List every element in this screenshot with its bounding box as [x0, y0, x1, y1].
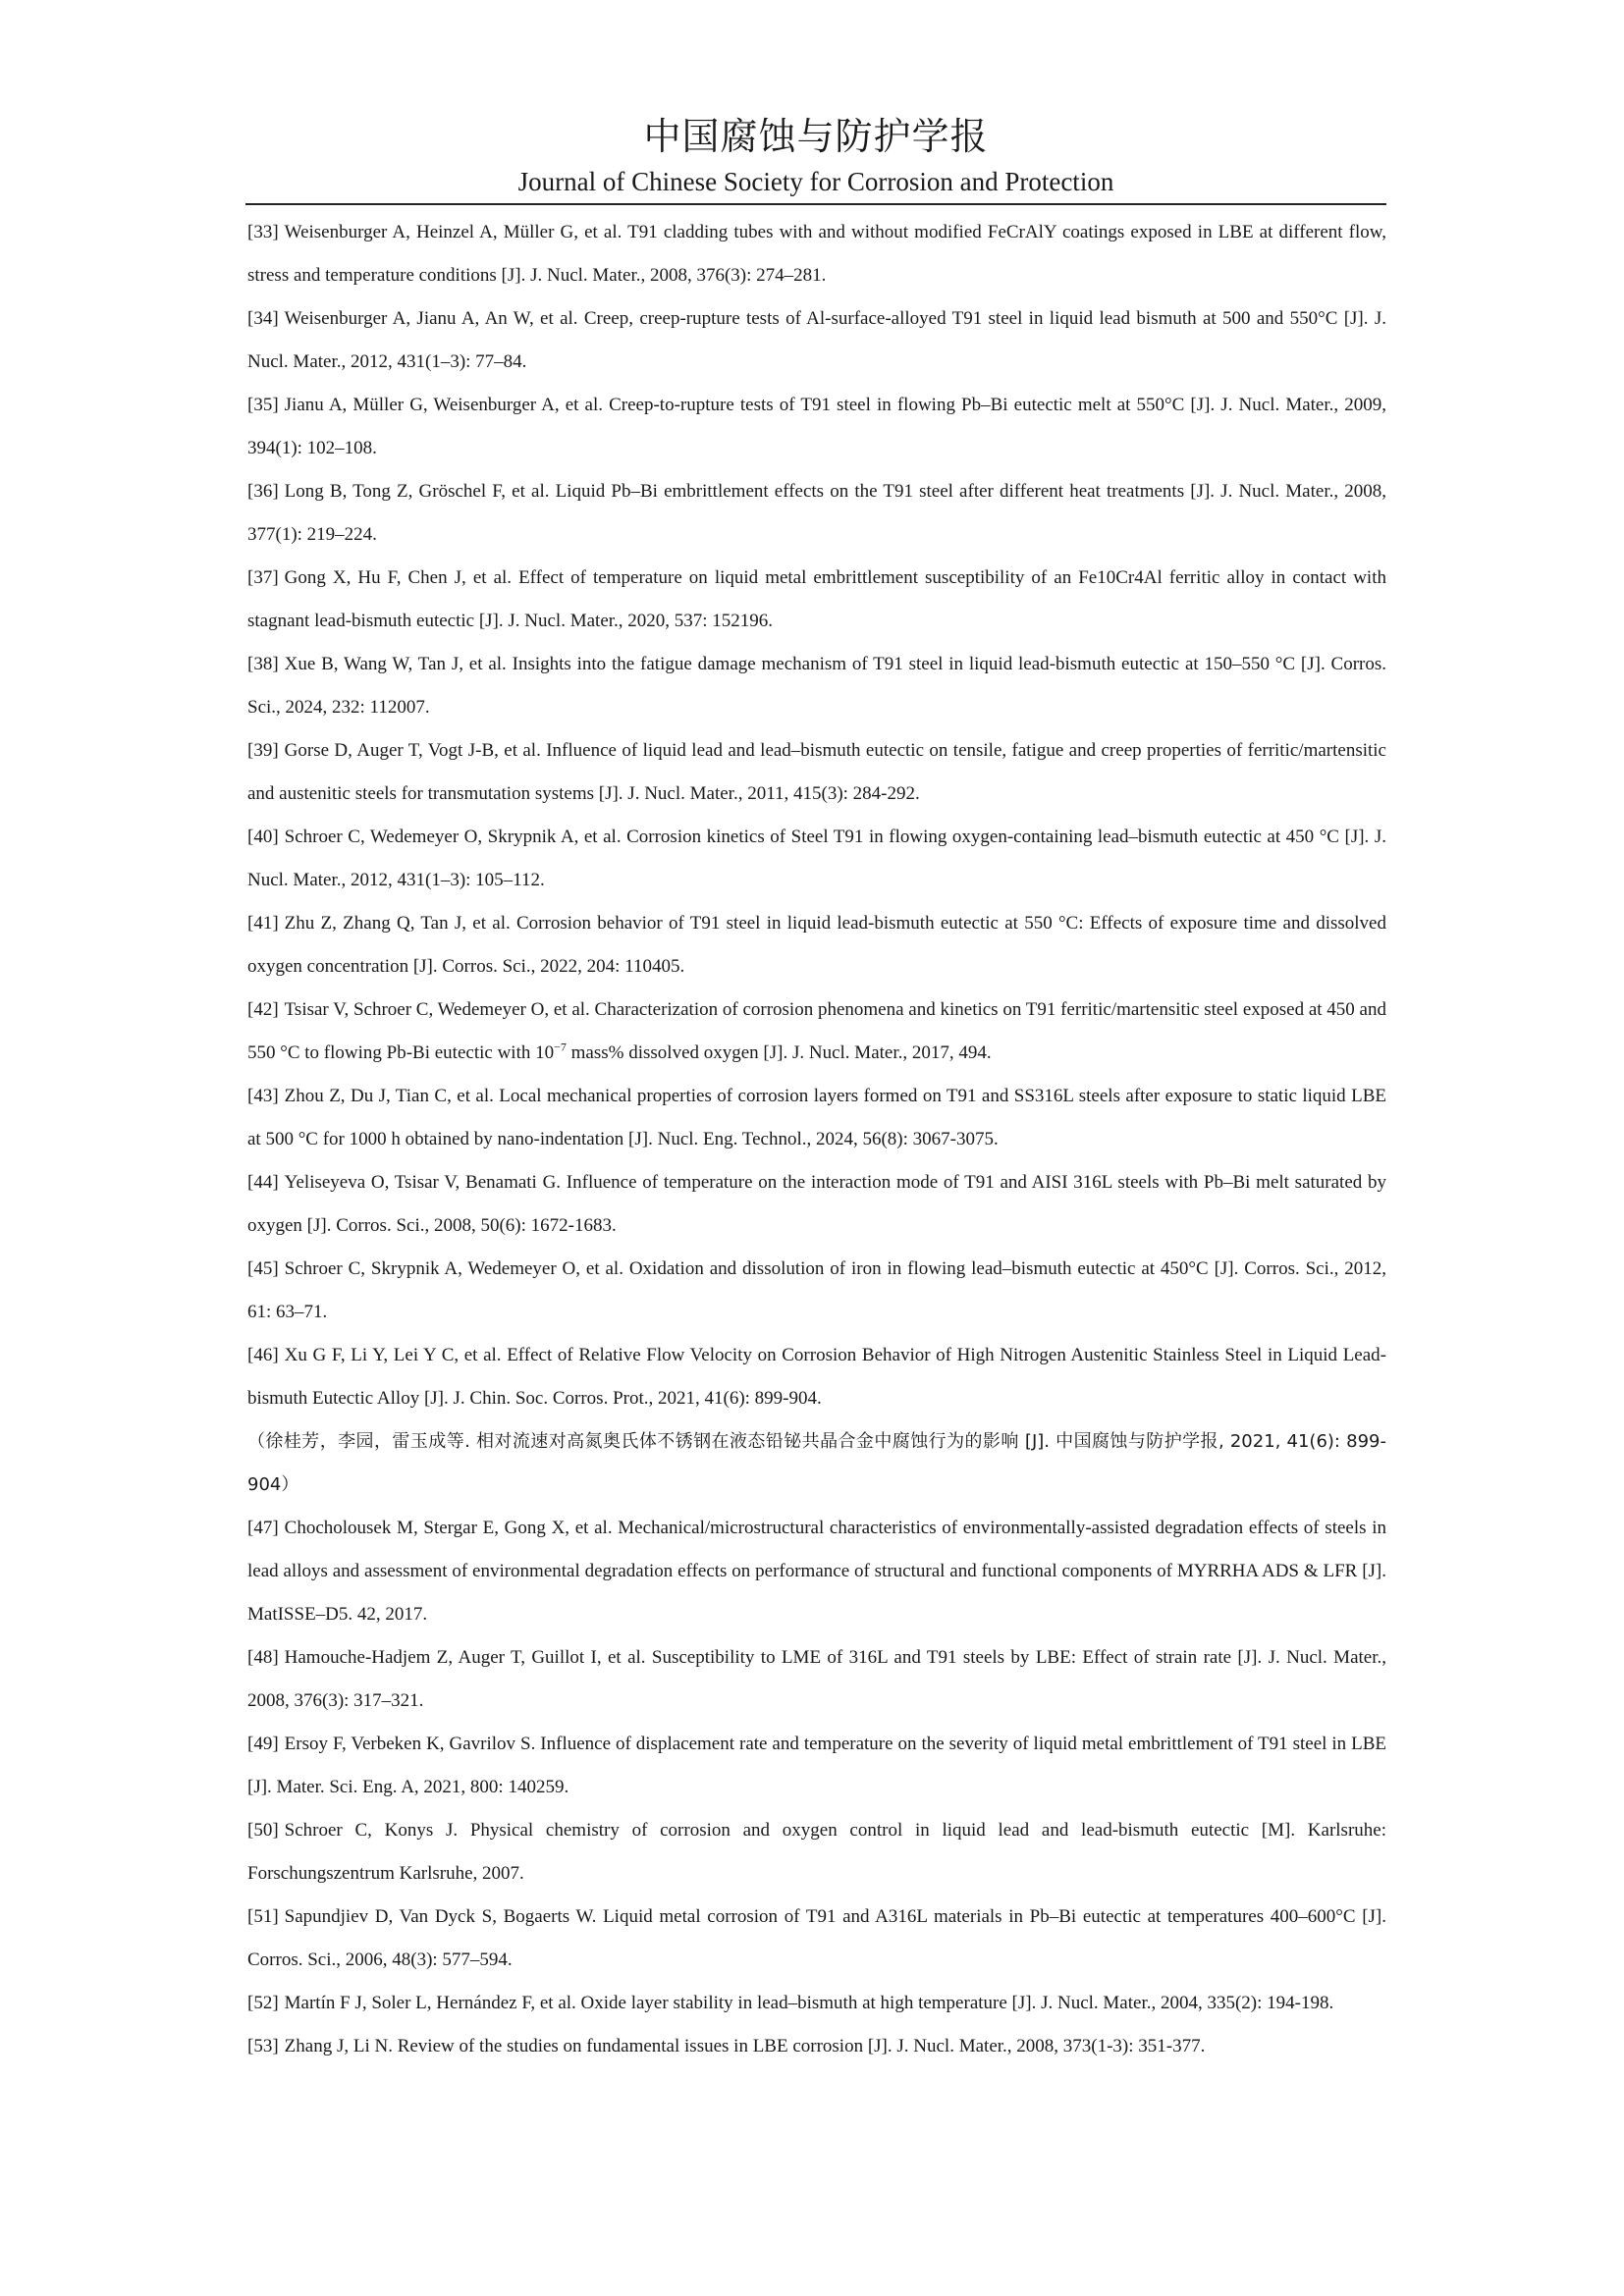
- reference-text: Hamouche-Hadjem Z, Auger T, Guillot I, et al. Susceptibility to LME of 316L and T91 steels by LBE: Effect of strain rate [J]. J. Nucl. Mater., 2008, 376(3): 317–321.: [247, 1647, 1386, 1711]
- reference-number: [35]: [247, 395, 279, 415]
- reference-number: [34]: [247, 308, 279, 329]
- reference-40: [247, 816, 1386, 902]
- reference-number: [52]: [247, 1993, 279, 2013]
- reference-46-chinese: （徐桂芳，李园，雷玉成等. 相对流速对高氮奥氏体不锈钢在液态铅铋共晶合金中腐蚀行为的影响 [J]. 中国腐蚀与防护学报, 2021, 41(6): 899-904）: [247, 1431, 1386, 1495]
- reference-text: Gorse D, Auger T, Vogt J-B, et al. Influence of liquid lead and lead–bismuth eutectic on tensile, fatigue and creep properties of ferritic/martensitic and austenitic steels for transmutation systems [J]. J. Nucl. Mater., 2011, 415(3): 284-292.: [247, 740, 1386, 804]
- header-rule: [245, 203, 1386, 205]
- reference-37: [247, 557, 1386, 643]
- reference-number: [46]: [247, 1345, 279, 1365]
- reference-text: Schroer C, Konys J. Physical chemistry of corrosion and oxygen control in liquid lead and lead-bismuth eutectic [M]. Karlsruhe: Forschungszentrum Karlsruhe, 2007.: [247, 1820, 1386, 1884]
- journal-title-cn: 中国腐蚀与防护学报: [643, 115, 989, 158]
- reference-number: [42]: [247, 999, 279, 1020]
- reference-text: Zhu Z, Zhang Q, Tan J, et al. Corrosion behavior of T91 steel in liquid lead-bismuth eutectic at 550 °C: Effects of exposure time and dissolved oxygen concentration [J]. Corros. Sci., 2022, 204: 110405.: [247, 913, 1386, 977]
- reference-42: [247, 988, 1386, 1075]
- reference-text: Sapundjiev D, Van Dyck S, Bogaerts W. Liquid metal corrosion of T91 and A316L materials in Pb–Bi eutectic at temperatures 400–600°C [J]. Corros. Sci., 2006, 48(3): 577–594.: [247, 1906, 1386, 1970]
- reference-text: Tsisar V, Schroer C, Wedemeyer O, et al. Characterization of corrosion phenomena and kinetics on T91 ferritic/martensitic steel exposed at 450 and 550 °C to flowing Pb-Bi eutectic with 10: [247, 999, 1386, 1063]
- reference-number: [40]: [247, 827, 279, 847]
- reference-text: Long B, Tong Z, Gröschel F, et al. Liquid Pb–Bi embrittlement effects on the T91 steel after different heat treatments [J]. J. Nucl. Mater., 2008, 377(1): 219–224.: [247, 481, 1386, 545]
- reference-34: [247, 297, 1386, 384]
- reference-47: [247, 1507, 1386, 1636]
- reference-text: Martín F J, Soler L, Hernández F, et al. Oxide layer stability in lead–bismuth at high temperature [J]. J. Nucl. Mater., 2004, 335(2): 194-198.: [284, 1993, 1334, 2013]
- reference-38: [247, 643, 1386, 729]
- reference-number: [51]: [247, 1906, 279, 1927]
- reference-text: Xu G F, Li Y, Lei Y C, et al. Effect of Relative Flow Velocity on Corrosion Behavior of High Nitrogen Austenitic Stainless Steel in Liquid Lead-bismuth Eutectic Alloy [J]. J. Chin. Soc. Corros. Prot., 2021, 41(6): 899-904.: [247, 1345, 1386, 1409]
- reference-text: Schroer C, Skrypnik A, Wedemeyer O, et al. Oxidation and dissolution of iron in flowing lead–bismuth eutectic at 450°C [J]. Corros. Sci., 2012, 61: 63–71.: [247, 1258, 1386, 1322]
- reference-number: [37]: [247, 567, 279, 588]
- reference-48: [247, 1636, 1386, 1723]
- reference-41: [247, 902, 1386, 988]
- reference-52: [247, 1982, 1386, 2025]
- reference-text: Chocholousek M, Stergar E, Gong X, et al. Mechanical/microstructural characteristics of environmentally-assisted degradation effects of steels in lead alloys and assessment of environmental degradation effects on performance of structural and functional components of MYRRHA ADS & LFR [J]. MatISSE–D5. 42, 2017.: [247, 1518, 1386, 1625]
- reference-43: [247, 1075, 1386, 1161]
- reference-number: [33]: [247, 222, 279, 242]
- reference-39: [247, 729, 1386, 816]
- reference-44: [247, 1161, 1386, 1248]
- reference-number: [44]: [247, 1172, 279, 1193]
- reference-text: Gong X, Hu F, Chen J, et al. Effect of temperature on liquid metal embrittlement susceptibility of an Fe10Cr4Al ferritic alloy in contact with stagnant lead-bismuth eutectic [J]. J. Nucl. Mater., 2020, 537: 152196.: [247, 567, 1386, 631]
- reference-35: [247, 384, 1386, 470]
- reference-49: [247, 1723, 1386, 1809]
- reference-text: Xue B, Wang W, Tan J, et al. Insights into the fatigue damage mechanism of T91 steel in liquid lead-bismuth eutectic at 150–550 °C [J]. Corros. Sci., 2024, 232: 112007.: [247, 654, 1386, 718]
- journal-header: [245, 110, 1386, 200]
- reference-number: [50]: [247, 1820, 279, 1841]
- reference-36: [247, 470, 1386, 557]
- reference-50: [247, 1809, 1386, 1896]
- reference-33: [247, 211, 1386, 297]
- reference-text: Weisenburger A, Heinzel A, Müller G, et al. T91 cladding tubes with and without modified FeCrAlY coatings exposed in LBE at different flow, stress and temperature conditions [J]. J. Nucl. Mater., 2008, 376(3): 274–281.: [247, 222, 1386, 286]
- superscript-exponent: −7: [554, 1040, 567, 1054]
- reference-number: [39]: [247, 740, 279, 761]
- reference-text: Yeliseyeva O, Tsisar V, Benamati G. Influence of temperature on the interaction mode of T91 and AISI 316L steels with Pb–Bi melt saturated by oxygen [J]. Corros. Sci., 2008, 50(6): 1672-1683.: [247, 1172, 1386, 1236]
- reference-number: [43]: [247, 1086, 279, 1106]
- reference-number: [53]: [247, 2036, 279, 2056]
- reference-number: [48]: [247, 1647, 279, 1668]
- reference-number: [45]: [247, 1258, 279, 1279]
- reference-text: Schroer C, Wedemeyer O, Skrypnik A, et al. Corrosion kinetics of Steel T91 in flowing oxygen-containing lead–bismuth eutectic at 450 °C [J]. J. Nucl. Mater., 2012, 431(1–3): 105–112.: [247, 827, 1386, 890]
- reference-53: [247, 2025, 1386, 2068]
- reference-text: Weisenburger A, Jianu A, An W, et al. Creep, creep-rupture tests of Al-surface-alloyed T91 steel in liquid lead bismuth at 500 and 550°C [J]. J. Nucl. Mater., 2012, 431(1–3): 77–84.: [247, 308, 1386, 372]
- reference-list: [247, 211, 1386, 2068]
- reference-text: Zhou Z, Du J, Tian C, et al. Local mechanical properties of corrosion layers formed on T91 and SS316L steels after exposure to static liquid LBE at 500 °C for 1000 h obtained by nano-indentation [J]. Nucl. Eng. Technol., 2024, 56(8): 3067-3075.: [247, 1086, 1386, 1149]
- journal-title-en: Journal of Chinese Society for Corrosion and Protection: [517, 167, 1114, 196]
- reference-number: [49]: [247, 1734, 279, 1754]
- reference-text-tail: mass% dissolved oxygen [J]. J. Nucl. Mater., 2017, 494.: [566, 1042, 992, 1063]
- reference-text: Ersoy F, Verbeken K, Gavrilov S. Influence of displacement rate and temperature on the severity of liquid metal embrittlement of T91 steel in LBE [J]. Mater. Sci. Eng. A, 2021, 800: 140259.: [247, 1734, 1386, 1797]
- reference-number: [41]: [247, 913, 279, 934]
- reference-number: [47]: [247, 1518, 279, 1538]
- reference-number: [36]: [247, 481, 279, 502]
- reference-number: [38]: [247, 654, 279, 674]
- reference-text: Jianu A, Müller G, Weisenburger A, et al. Creep-to-rupture tests of T91 steel in flowing Pb–Bi eutectic melt at 550°C [J]. J. Nucl. Mater., 2009, 394(1): 102–108.: [247, 395, 1386, 458]
- reference-text: Zhang J, Li N. Review of the studies on fundamental issues in LBE corrosion [J]. J. Nucl. Mater., 2008, 373(1-3): 351-377.: [284, 2036, 1206, 2056]
- reference-51: [247, 1896, 1386, 1982]
- reference-45: [247, 1248, 1386, 1334]
- reference-46: [247, 1334, 1386, 1420]
